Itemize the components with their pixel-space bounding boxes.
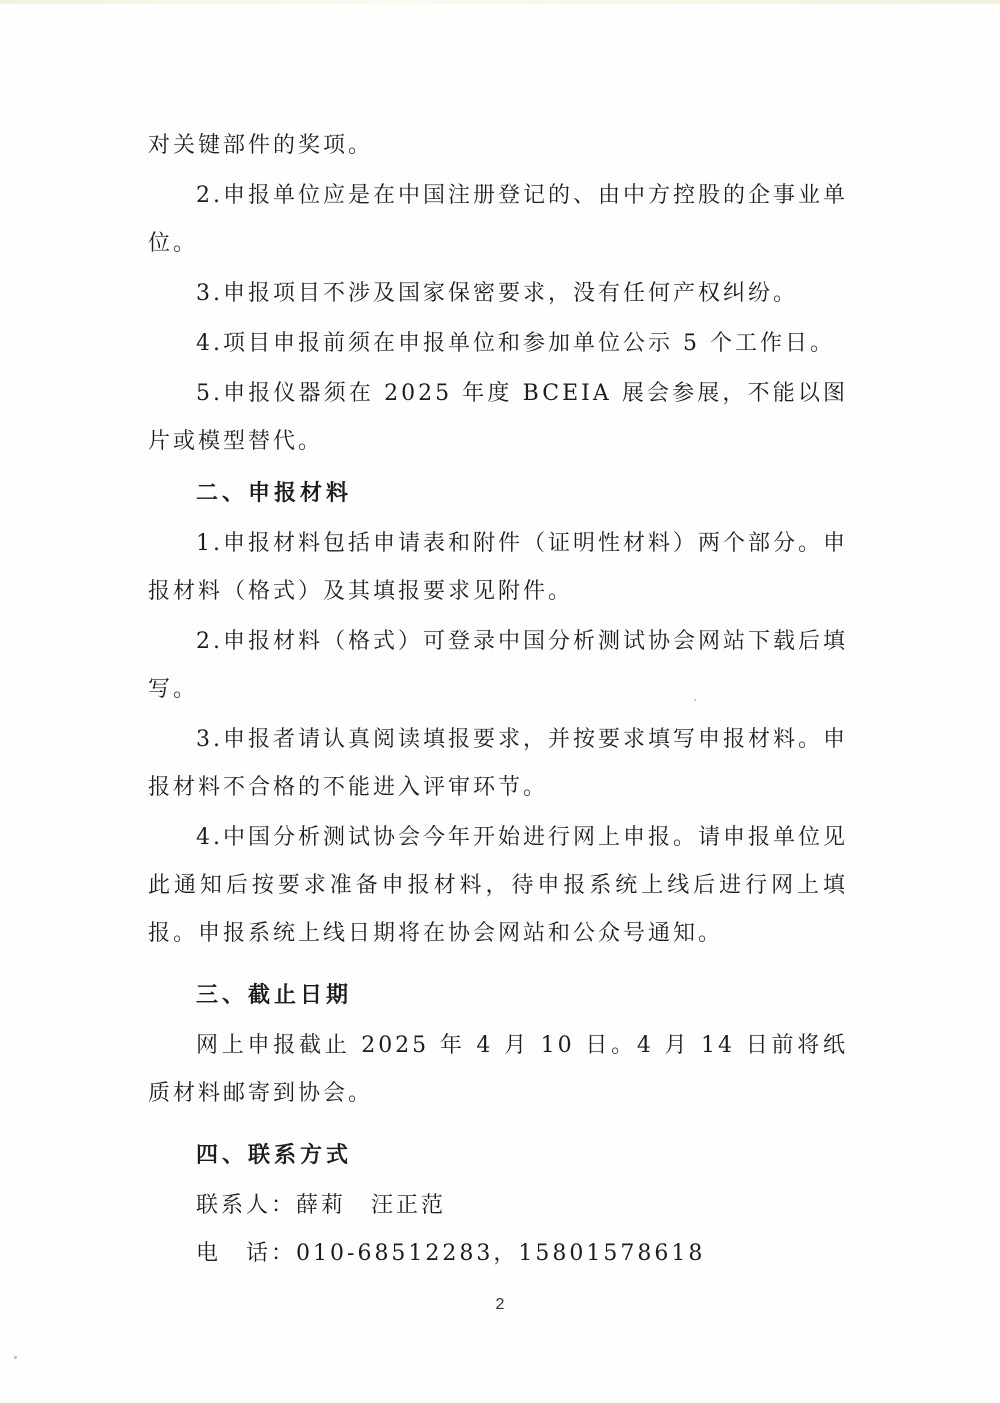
contact-person-value: 薛莉 汪正范: [296, 1193, 447, 1218]
section-heading-materials: 二、申报材料: [196, 481, 353, 506]
requirement-item-2: 2.申报单位应是在中国注册登记的、由中方控股的企事业单位。: [148, 183, 848, 256]
contact-phone-label: 电 话：: [196, 1241, 297, 1266]
deadline-text: 网上申报截止 2025 年 4 月 10 日。4 月 14 日前将纸质材料邮寄到协会。: [148, 1033, 848, 1106]
materials-item-2: 2.申报材料（格式）可登录中国分析测试协会网站下载后填写。: [148, 629, 848, 702]
materials-item-4: 4.中国分析测试协会今年开始进行网上申报。请申报单位见此通知后按要求准备申报材料，待申报系统上线后进行网上填报。申报系统上线日期将在协会网站和公众号通知。: [148, 825, 848, 946]
scan-speck: [694, 699, 696, 701]
contact-person-label: 联系人：: [196, 1193, 297, 1218]
contact-phone-value: 010-68512283，15801578618: [296, 1241, 706, 1266]
requirement-item-4: 4.项目申报前须在申报单位和参加单位公示 5 个工作日。: [196, 331, 835, 356]
scan-speck: [14, 1356, 17, 1359]
section-heading-contact: 四、联系方式: [196, 1143, 353, 1168]
materials-item-1: 1.申报材料包括申请表和附件（证明性材料）两个部分。申报材料（格式）及其填报要求见附件。: [148, 531, 848, 604]
materials-item-3: 3.申报者请认真阅读填报要求，并按要求填写申报材料。申报材料不合格的不能进入评审环节。: [148, 727, 848, 800]
section-heading-deadline: 三、截止日期: [196, 983, 353, 1008]
page-number: 2: [495, 1296, 505, 1313]
requirement-item-5: 5.申报仪器须在 2025 年度 BCEIA 展会参展，不能以图片或模型替代。: [148, 381, 848, 454]
requirement-item-3: 3.申报项目不涉及国家保密要求，没有任何产权纠纷。: [196, 281, 798, 306]
contact-person-line: [148, 1182, 848, 1230]
document-body: [148, 122, 848, 1278]
contact-phone-line: [148, 1230, 848, 1278]
scan-top-edge: [0, 0, 1000, 4]
paragraph-continuation: 对关键部件的奖项。: [148, 133, 374, 158]
